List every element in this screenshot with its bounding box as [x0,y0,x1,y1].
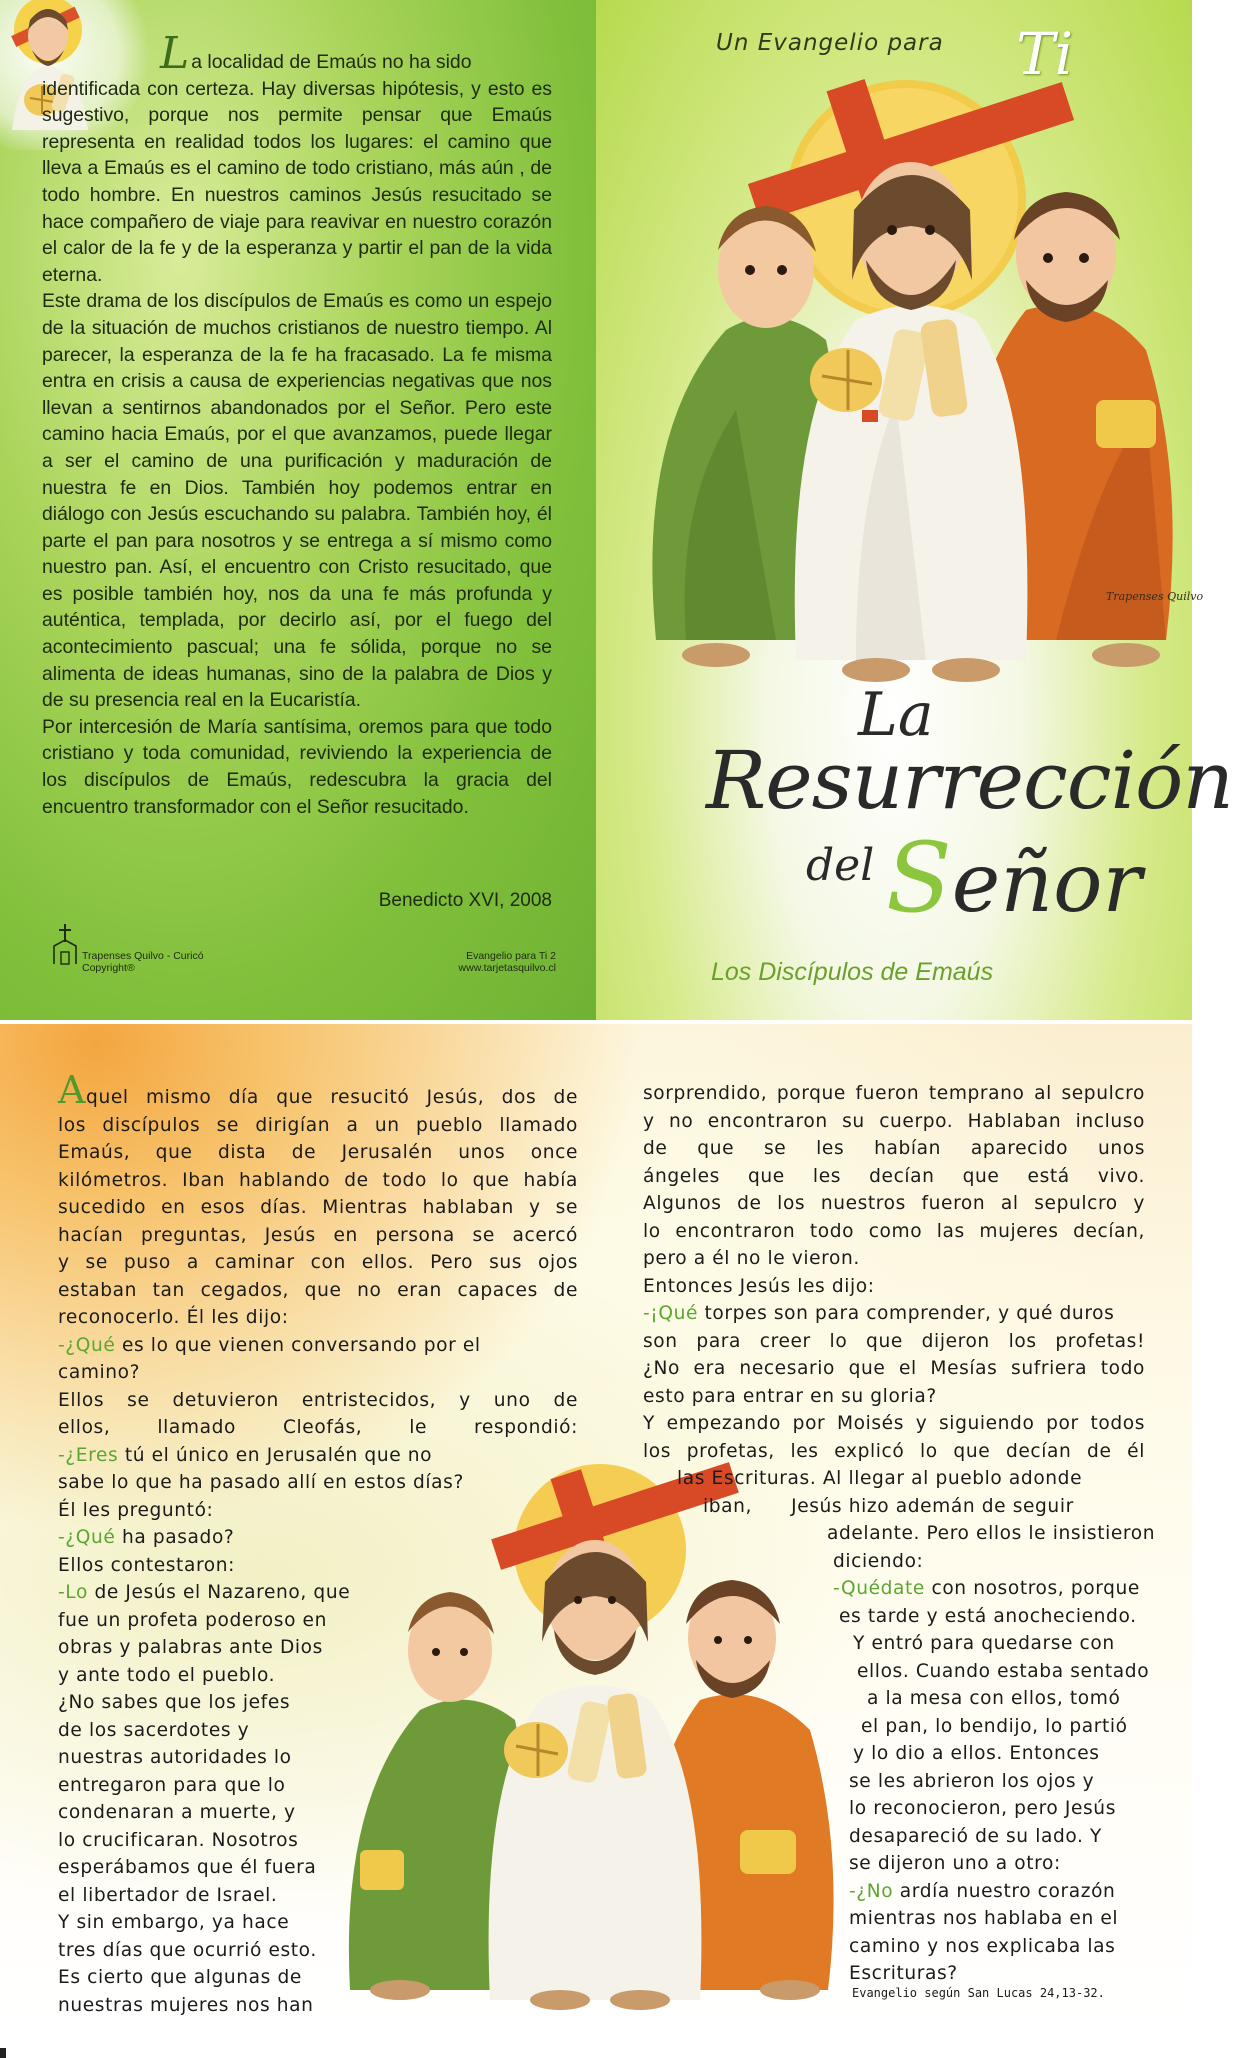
text-line: los discípulos se dirigían a un pueblo llamado [58,1114,578,1136]
gospel-right-column [643,1080,1156,1988]
text-line: iban, Jesús hizo ademán de seguir [703,1495,1074,1517]
text-line: -¿No ardía nuestro corazón [849,1880,1116,1902]
text-line: pero a él no le vieron. [643,1248,860,1269]
text-line: esto para entrar en su gloria? [643,1385,937,1407]
front-cover-panel [596,0,1233,1020]
text-line: Y sin embargo, ya hace [58,1912,290,1933]
text-line: -Quédate con nosotros, porque [833,1578,1140,1599]
text-line: Algunos de los nuestros fueron al sepulcro y [643,1193,1145,1214]
text-line: Y empezando por Moisés y siguiendo por todos [643,1413,1145,1434]
text-line: se les abrieron los ojos y [849,1770,1095,1792]
text-line: y se puso a caminar con ellos. Pero sus ojos [58,1252,578,1273]
emmaus-illustration [626,80,1204,700]
benedict-quote [42,28,552,820]
text-line: -¡Qué torpes son para comprender, y qué duros [643,1303,1115,1324]
text-line: ellos. Cuando estaba sentado [857,1660,1150,1682]
back-cover-panel [0,0,596,1020]
publisher-info: Trapenses Quilvo - Curicó Copyright® [82,950,204,974]
edition-info: Evangelio para Ti 2 www.tarjetasquilvo.cl [458,950,556,974]
text-line: ¿No era necesario que el Mesías sufriera todo [643,1358,1145,1379]
text-line: entregaron para que lo [58,1774,286,1796]
text-line: mientras nos hablaba en el [849,1908,1119,1929]
cover-title: La Resurrección del Señor [706,680,1233,934]
text-line: lo reconocieron, pero Jesús [849,1798,1116,1819]
text-line: Él les preguntó: [58,1499,214,1521]
drop-cap: L [160,28,190,79]
text-line: camino y nos explicaba las [849,1935,1116,1957]
text-line: sucedido en esos días. Mientras hablaban y se [58,1197,578,1218]
text-line: Ellos contestaron: [58,1554,235,1576]
gospel-panel [0,1024,1192,2024]
text-line: de los sacerdotes y [58,1719,250,1741]
text-line: ángeles que les decían que está vivo. [643,1165,1145,1187]
text-line: el libertador de Israel. [58,1884,278,1906]
page-bottom-margin [0,2024,1192,2058]
text-line: -Lo de Jesús el Nazareno, que [58,1582,351,1603]
text-line: obras y palabras ante Dios [58,1637,323,1658]
text-line: a la mesa con ellos, tomó [867,1688,1121,1709]
text-line: los profetas, les explicó lo que decían de él [643,1440,1145,1462]
series-title: Un Evangelio para Ti [716,20,1074,88]
text-line: y ante todo el pueblo. [58,1664,276,1686]
gospel-left-column [58,1068,578,2019]
text-line: condenaran a muerte, y [58,1802,296,1823]
text-line: se dijeron uno a otro: [849,1853,1061,1874]
quote-paragraph-2: Este drama de los discípulos de Emaús es como un espejo de la situación de muchos cristianos de nuestro tiempo. Al parecer, la esperanza de la fe ha fracasado. La fe misma entra en crisis a causa de experiencias negativas que nos llevan a sentirnos abandonados por el Señor. Pero este camino hacia Emaús, por el que avanzamos, puede llegar a ser el camino de una purificación y maduración de nuestra fe en Dios. También hoy podemos entrar en diálogo con Jesús escuchando su palabra. También hoy, él parte el pan para nosotros y se entrega a sí mismo como nuestro pan. Así, el encuentro con Cristo resucitado, que es posible también hoy, nos da una fe más profunda y auténtica, templada, por decirlo así, por el fuego del acontecimiento pascual; una fe sólida, porque no se alimenta de ideas humanas, sino de la palabra de Dios y de su presencia real en la Eucaristía. [42,290,552,712]
text-line: diciendo: [833,1550,924,1572]
scan-corner-mark [0,2048,6,2058]
text-line: sorprendido, porque fueron temprano al sepulcro [643,1083,1145,1104]
cover-subtitle: Los Discípulos de Emaús [711,958,994,986]
text-line: lo crucificaran. Nosotros [58,1829,299,1851]
artist-signature: Trapenses Quilvo [1106,590,1204,603]
text-line: son para creer lo que dijeron los profetas! [643,1330,1145,1352]
gospel-source: Evangelio según San Lucas 24,13-32. [852,1986,1105,2000]
text-line: Escrituras? [849,1963,958,1984]
text-line: desapareció de su lado. Y [849,1825,1102,1847]
quote-signature: Benedicto XVI, 2008 [378,890,552,911]
text-line: ellos, llamado Cleofás, le respondió: [58,1417,578,1438]
text-line: nuestras mujeres nos han [58,1994,314,2016]
text-line: Entonces Jesús les dijo: [643,1275,875,1297]
cross-logo-icon [50,922,80,966]
initial-a: A [58,1068,87,1112]
text-line: camino? [58,1362,141,1383]
text-line: -¿Qué ha pasado? [58,1527,235,1548]
quote-paragraph-1: La localidad de Emaús no ha sido identificada con certeza. Hay diversas hipótesis, y esto es sugestivo, porque nos permite pensar que Emaús representa en realidad todos los lugares: el camino que lleva a Emaús es el camino de todo cristiano, más aún , de todo hombre. En nuestros caminos Jesús resucitado se hace compañero de viaje para reavivar en nuestro corazón el calor de la fe y de la esperanza y partir el pan de la vida eterna. [42,28,552,286]
text-line: kilómetros. Iban hablando de todo lo que había [58,1169,578,1191]
text-line: adelante. Pero ellos le insistieron [827,1523,1156,1544]
text-line: esperábamos que él fuera [58,1857,317,1878]
text-line: Aquel mismo día que resucitó Jesús, dos de [58,1068,578,1112]
text-line: nuestras autoridades lo [58,1747,292,1768]
text-line: tres días que ocurrió esto. [58,1939,317,1961]
text-line: Y entró para quedarse con [853,1633,1115,1654]
text-line: sabe lo que ha pasado allí en estos días? [58,1472,464,1493]
text-line: -¿Qué es lo que vienen conversando por el [58,1334,481,1356]
text-line: el pan, lo bendijo, lo partió [861,1715,1128,1737]
text-line: es tarde y está anocheciendo. [839,1605,1137,1627]
quote-paragraph-3: Por intercesión de María santísima, oremos para que todo cristiano y toda comunidad, reviviendo la experiencia de los discípulos de Emaús, redescubra la gracia del encuentro transformador con el Señor resucitado. [42,715,552,818]
text-line: estaban tan cegados, que no eran capaces de [58,1279,578,1301]
text-line: Es cierto que algunas de [58,1967,302,1988]
text-line: las Escrituras. Al llegar al pueblo adonde [677,1468,1083,1489]
text-line: de que se les habían aparecido unos [643,1138,1145,1159]
text-line: fue un profeta poderoso en [58,1609,327,1631]
text-line: hacían preguntas, Jesús en persona se acercó [58,1224,578,1246]
text-line: ¿No sabes que los jefes [58,1692,291,1713]
text-line: y lo dio a ellos. Entonces [853,1743,1100,1764]
text-line: reconocerlo. Él les dijo: [58,1307,289,1328]
text-line: -¿Eres tú el único en Jerusalén que no [58,1444,433,1466]
text-line: lo encontraron todo como las mujeres decían, [643,1220,1145,1242]
text-line: y no encontraron su cuerpo. Hablaban incluso [643,1110,1145,1132]
text-line: Emaús, que dista de Jerusalén unos once [58,1142,578,1163]
text-line: Ellos se detuvieron entristecidos, y uno de [58,1389,578,1411]
